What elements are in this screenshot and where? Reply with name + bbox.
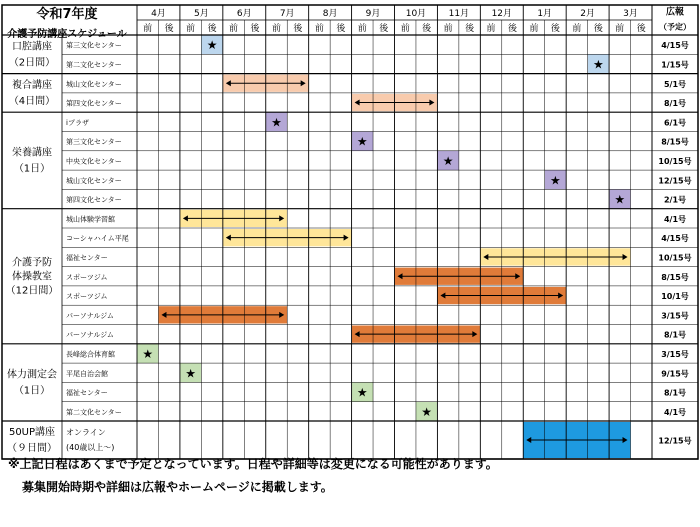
star-marker: ★ <box>206 38 218 53</box>
group-duration: （1日） <box>13 385 51 397</box>
koho-value: 12/15号 <box>658 436 692 446</box>
month-header: 1月 <box>537 9 553 19</box>
koho-value: 10/1号 <box>661 292 689 302</box>
half-header-second: 後 <box>379 24 389 34</box>
koho-value: 6/1号 <box>663 118 687 128</box>
venue-label: 福祉センター <box>66 253 108 262</box>
month-header: 8月 <box>322 9 338 19</box>
page-subtitle: 介護予防講座スケジュール <box>7 29 127 40</box>
venue-label: 第二文化センター <box>66 408 122 417</box>
venue-label: 福祉センター <box>66 389 108 398</box>
group-name: 体力測定会 <box>7 369 57 381</box>
group-name: 複合講座 <box>12 79 52 91</box>
half-header-first: 前 <box>271 24 281 34</box>
half-header-second: 後 <box>593 24 603 34</box>
group-duration: （2日間） <box>8 57 56 69</box>
koho-value: 3/15号 <box>661 311 689 321</box>
group-duration: （12日間） <box>5 285 59 297</box>
group-name: 栄養講座 <box>12 147 52 159</box>
venue-label: 第三文化センター <box>66 41 122 50</box>
venue-label-sub: (40歳以上～) <box>66 443 115 453</box>
group-duration: （1日） <box>13 163 51 175</box>
venue-label: 第二文化センター <box>66 60 122 69</box>
koho-value: 2/1号 <box>663 195 687 205</box>
group-name-sub: 体操教室 <box>12 271 52 283</box>
koho-value: 4/15号 <box>661 234 689 244</box>
half-header-second: 後 <box>636 24 646 34</box>
group-duration: （９日間） <box>7 443 57 454</box>
half-header-first: 前 <box>615 24 625 34</box>
month-header: 11月 <box>448 9 470 19</box>
half-header-second: 後 <box>465 24 475 34</box>
venue-label: 中央文化センター <box>66 157 122 166</box>
star-marker: ★ <box>356 134 368 149</box>
venue-label: 平尾自治会館 <box>66 369 108 378</box>
venue-label: 第四文化センター <box>66 99 122 108</box>
koho-value: 8/1号 <box>663 388 687 398</box>
half-header-first: 前 <box>314 24 324 34</box>
star-marker: ★ <box>550 173 561 188</box>
half-header-second: 後 <box>508 24 518 34</box>
month-header: 4月 <box>151 9 166 19</box>
venue-label: 城山体験学習館 <box>66 215 115 224</box>
koho-value: 4/1号 <box>663 407 687 417</box>
koho-value: 10/15号 <box>658 253 692 263</box>
koho-subheader: （予定） <box>659 22 691 32</box>
koho-value: 3/15号 <box>661 349 689 359</box>
venue-label: コーシャハイム平尾 <box>66 234 129 243</box>
footer-note-2: 募集開始時期や詳細は広報やホームページに掲載します。 <box>22 480 333 494</box>
half-header-second: 後 <box>422 24 432 34</box>
koho-value: 9/15号 <box>661 369 689 379</box>
group-duration: （4日間） <box>8 95 56 107</box>
star-marker: ★ <box>592 57 604 72</box>
half-header-first: 前 <box>186 24 196 34</box>
half-header-second: 後 <box>207 24 217 34</box>
half-header-first: 前 <box>357 24 367 34</box>
koho-value: 1/15号 <box>661 60 689 70</box>
koho-value: 12/15号 <box>658 176 692 186</box>
star-marker: ★ <box>142 346 154 361</box>
month-header: 12月 <box>491 9 513 19</box>
half-header-second: 後 <box>336 24 346 34</box>
venue-label: パーソナルジム <box>66 311 114 320</box>
koho-value: 8/1号 <box>663 330 687 340</box>
group-name: 50UP講座 <box>8 427 56 438</box>
koho-value: 8/1号 <box>663 99 687 109</box>
month-header: 6月 <box>236 9 252 19</box>
koho-value: 4/1号 <box>663 214 687 224</box>
koho-header: 広報 <box>665 7 685 18</box>
half-header-second: 後 <box>293 24 303 34</box>
half-header-first: 前 <box>529 24 539 34</box>
star-marker: ★ <box>442 153 454 168</box>
koho-value: 8/15号 <box>661 137 689 147</box>
month-header: 2月 <box>580 9 595 19</box>
venue-label: 第三文化センター <box>66 138 122 147</box>
venue-label: スポーツジム <box>66 292 108 301</box>
venue-label: iプラザ <box>66 118 89 127</box>
half-header-first: 前 <box>572 24 582 34</box>
footer-note-1: ※上記日程はあくまで予定となっています。日程や詳細等は変更になる可能性があります。 <box>8 457 498 471</box>
star-marker: ★ <box>421 404 433 419</box>
venue-label: パーソナルジム <box>66 331 114 340</box>
month-header: 10月 <box>405 9 427 19</box>
month-header: 5月 <box>194 9 209 19</box>
star-marker: ★ <box>185 366 197 381</box>
koho-value: 8/15号 <box>661 272 689 282</box>
venue-label: 第四文化センター <box>66 196 122 205</box>
star-marker: ★ <box>271 115 282 130</box>
half-header-first: 前 <box>400 24 410 34</box>
venue-label: スポーツジム <box>66 273 108 282</box>
koho-value: 5/1号 <box>663 79 687 89</box>
half-header-first: 前 <box>443 24 453 34</box>
star-marker: ★ <box>614 192 626 207</box>
half-header-first: 前 <box>229 24 239 34</box>
venue-label: 城山文化センター <box>66 176 122 185</box>
star-marker: ★ <box>356 385 368 400</box>
half-header-second: 後 <box>550 24 560 34</box>
month-header: 7月 <box>279 9 295 19</box>
month-header: 3月 <box>623 9 638 19</box>
koho-value: 4/15号 <box>661 41 689 51</box>
half-header-second: 後 <box>250 24 260 34</box>
half-header-second: 後 <box>164 24 174 34</box>
month-header: 9月 <box>365 9 381 19</box>
koho-value: 10/15号 <box>658 156 692 166</box>
page-title: 令和7年度 <box>36 7 98 22</box>
venue-label: 長峰総合体育館 <box>66 350 115 359</box>
half-header-first: 前 <box>486 24 496 34</box>
group-name: 口腔講座 <box>12 41 52 53</box>
venue-label: 城山文化センター <box>66 80 122 89</box>
venue-label: オンライン <box>66 427 106 437</box>
half-header-first: 前 <box>143 24 153 34</box>
group-name: 介護予防 <box>12 257 52 269</box>
